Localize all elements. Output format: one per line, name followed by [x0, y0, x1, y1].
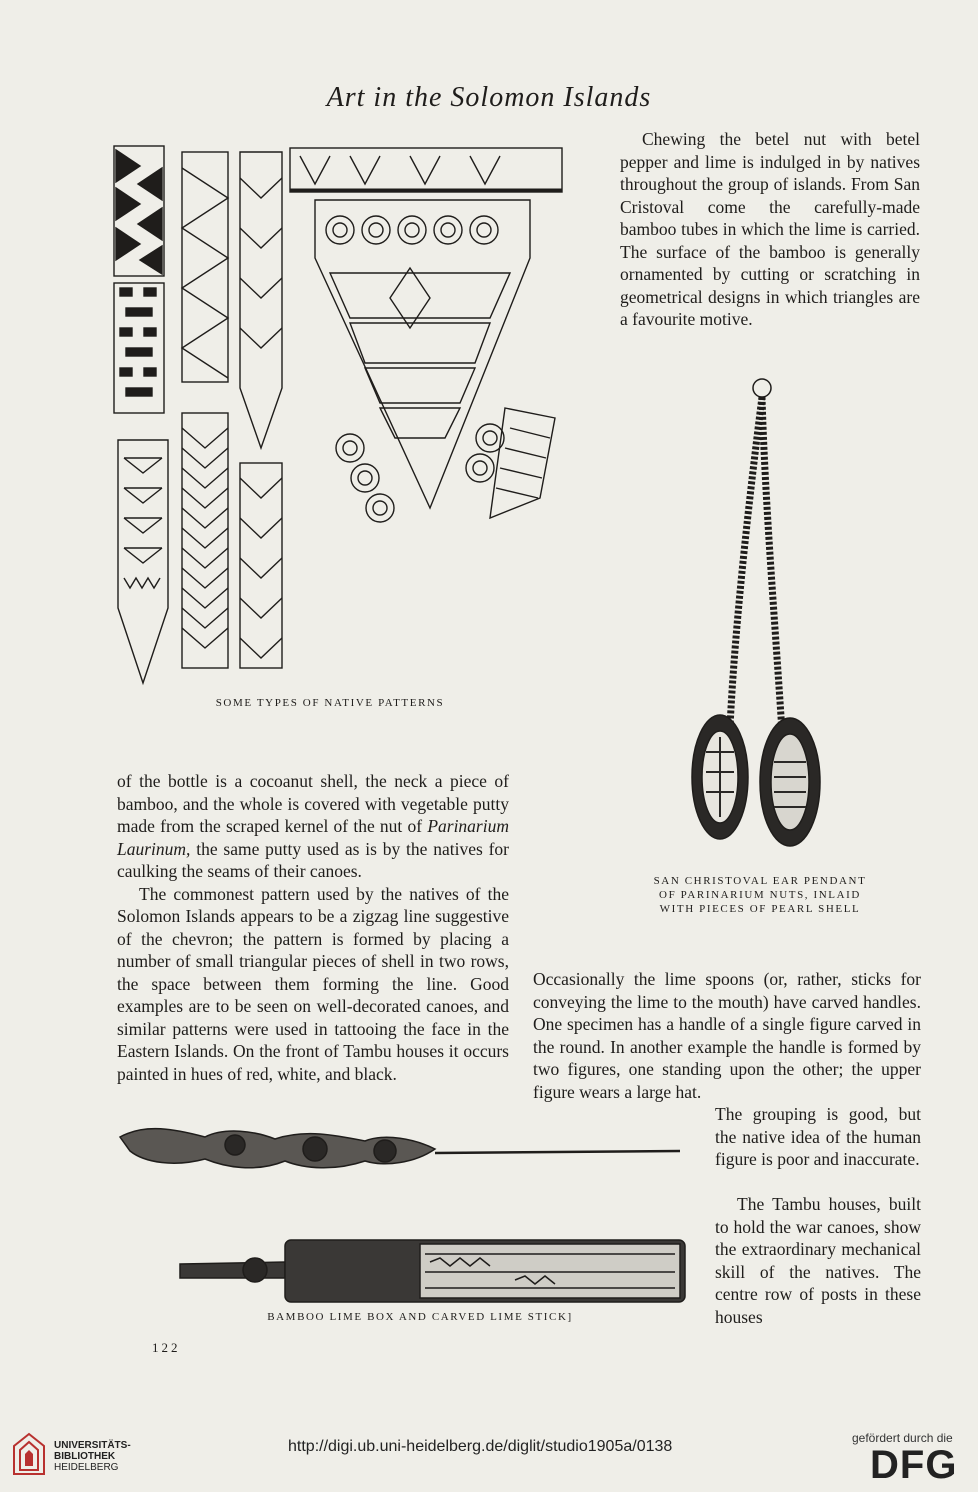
pendant-caption-line-2: OF PARINARIUM NUTS, INLAID: [659, 889, 861, 901]
digitization-url-link[interactable]: http://digi.ub.uni-heidelberg.de/diglit/studio1905a/0138: [288, 1438, 673, 1455]
library-name-line-3: HEIDELBERG: [54, 1462, 119, 1473]
pendant-caption-line-3: WITH PIECES OF PEARL SHELL: [659, 903, 861, 915]
paragraph-bottle: [117, 770, 509, 883]
funded-by-label: gefördert durch die: [852, 1431, 953, 1445]
bottle-text-a: of the bottle is a cocoanut shell, the neck a piece of bamboo, and the whole is covered with vegetable putty made from the scraped kernel of the nut of: [117, 771, 509, 836]
pendant-caption-line-1: SAN CHRISTOVAL EAR PENDANT: [653, 875, 867, 887]
library-emblem-icon: [10, 1430, 48, 1478]
page-number: 122: [152, 1340, 181, 1355]
limebox-caption: BAMBOO LIME BOX AND CARVED LIME STICK]: [267, 1311, 573, 1323]
dfg-logo[interactable]: DFG: [870, 1443, 958, 1487]
bottle-text-b: the same putty used as is by the natives for caulking the seams of their canoes.: [117, 838, 509, 881]
patterns-caption: SOME TYPES OF NATIVE PATTERNS: [215, 697, 445, 709]
library-name-line-1: UNIVERSITÄTS-: [54, 1440, 131, 1451]
running-title: Art in the Solomon Islands: [326, 82, 652, 113]
native-patterns-illustration: [110, 138, 570, 698]
left-column: [117, 770, 509, 1085]
lime-box-illustration: [175, 1232, 690, 1310]
paragraph-zigzag: The commonest pattern used by the natives of the Solomon Islands appears to be a zigzag line suggestive of the chevron; the pattern is formed by placing a number of small triangular pieces of shell in two rows, the space between them forming the line. Good examples are to be seen on well-decorated canoes, and similar patterns were used in tattooing the face in the Eastern Islands. On the front of Tambu houses it occurs painted in hues of red, white, and black.: [117, 883, 509, 1084]
paragraph-grouping: The grouping is good, but the native idea of the human figure is poor and inaccurate.: [715, 1104, 921, 1169]
lime-stick-illustration: [115, 1115, 685, 1185]
paragraph-betel: Chewing the betel nut with betel pepper and lime is indulged in by natives throughout the group of islands. From San Cristoval come the carefully-made bamboo tubes in which the lime is carried. The surface of the bamboo is generally ornamented by cutting or scratching in geometrical designs in which triangles are a favourite motive.: [620, 129, 920, 329]
library-name-line-2: BIBLIOTHEK: [54, 1451, 116, 1462]
paragraph-tambu-houses: The Tambu houses, built to hold the war canoes, show the extraordinary mechanical skill of the natives. The centre row of posts in these houses: [715, 1194, 921, 1327]
ear-pendant-illustration: [670, 372, 850, 862]
library-logo[interactable]: [10, 1430, 140, 1480]
paragraph-lime-spoons: Occasionally the lime spoons (or, rather, sticks for conveying the lime to the mouth) have carved handles. One specimen has a handle of a single figure carved in the round. In another example the handle is formed by two figures, one standing upon the other; the upper figure wears a large hat.: [533, 969, 921, 1102]
botanical-name: Parinarium Laurinum,: [117, 816, 509, 859]
